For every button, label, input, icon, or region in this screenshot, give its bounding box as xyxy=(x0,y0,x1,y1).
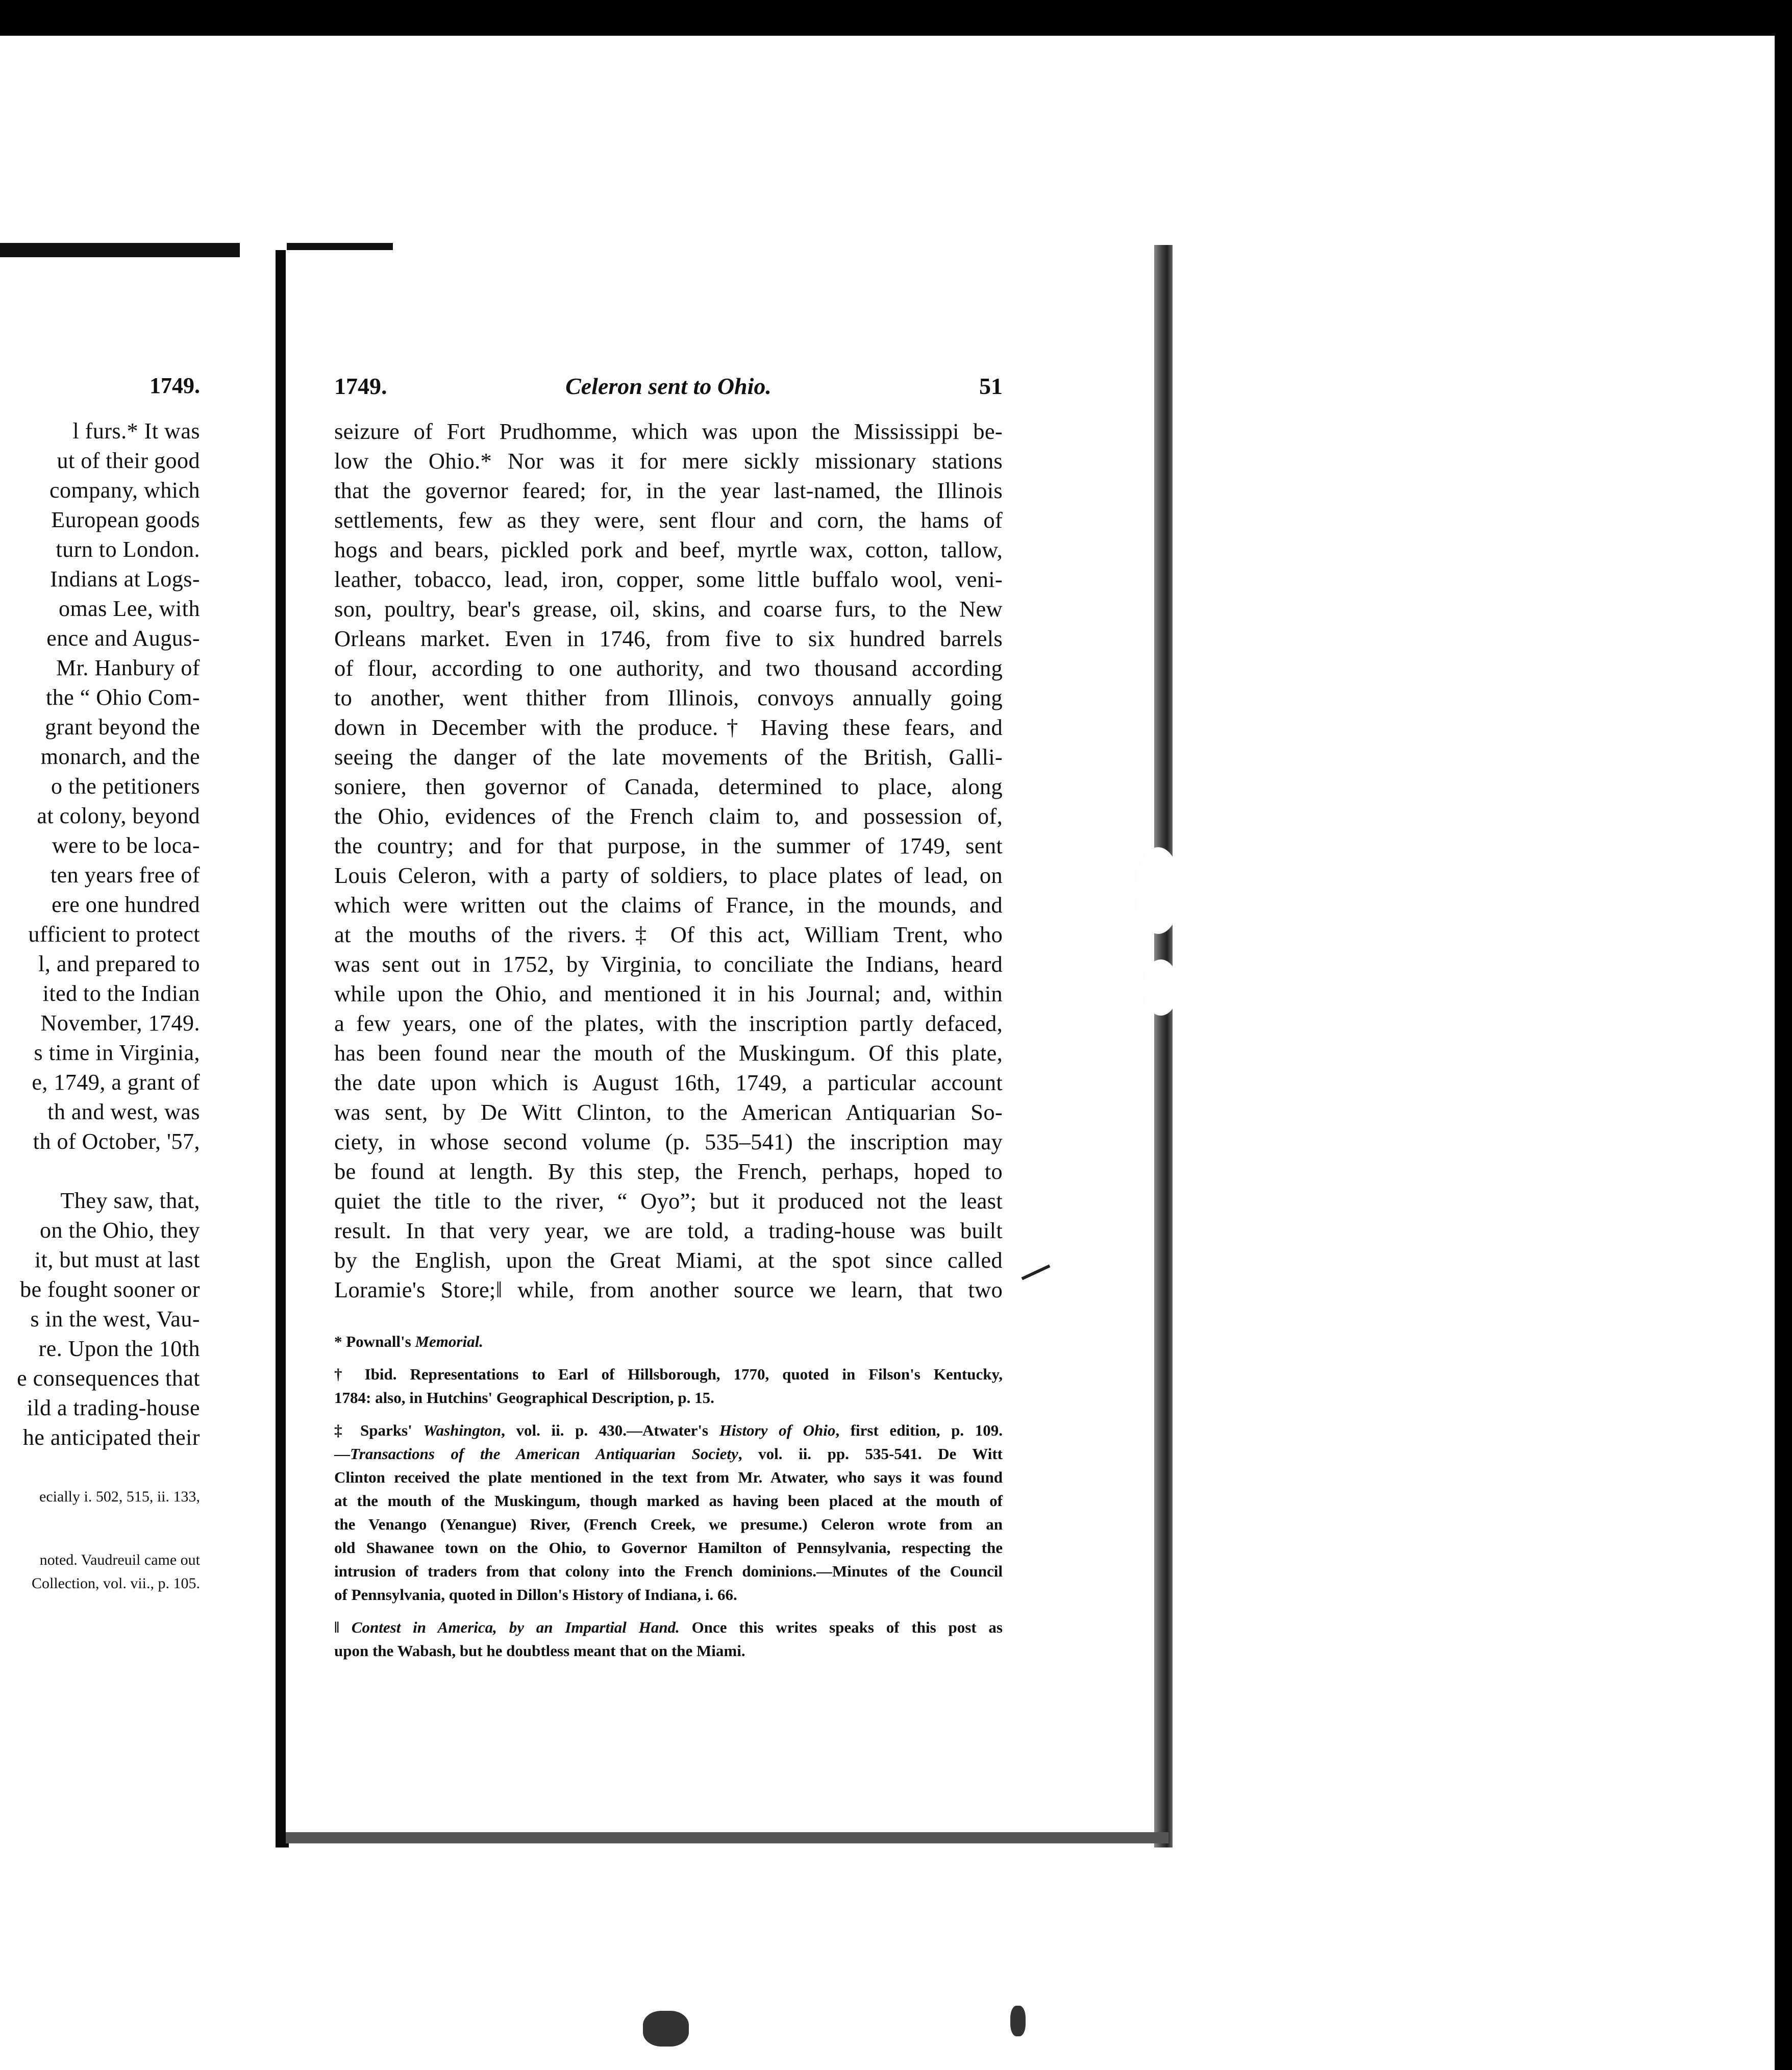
scan-blemish xyxy=(1143,959,1179,1016)
left-body-line: be fought sooner or xyxy=(20,1277,200,1302)
footnote-4-text: Once this writes speaks of this post as xyxy=(679,1618,1003,1636)
left-page-fragment xyxy=(0,250,245,1832)
left-note-line: ecially i. 502, 515, ii. 133, xyxy=(39,1488,200,1505)
scan-blemish xyxy=(643,2011,689,2047)
left-body-line: he anticipated their xyxy=(22,1425,200,1450)
left-body-line: it, but must at last xyxy=(34,1247,200,1272)
body-line: soniere, then governor of Canada, determined to place, along xyxy=(334,774,1003,799)
left-body-line: European goods xyxy=(51,507,200,532)
left-body-line: ere one hundred xyxy=(52,892,200,917)
footnote-2-line: † Ibid. Representations to Earl of Hillsborough, 1770, quoted in Filson's Kentucky, xyxy=(334,1365,1003,1383)
left-body-line: e, 1749, a grant of xyxy=(32,1070,200,1095)
footnote-1 xyxy=(334,1330,1003,1353)
running-head-title: Celeron sent to Ohio. xyxy=(565,373,771,399)
footnote-3-text: , first edition, p. 109. xyxy=(835,1421,1003,1439)
left-body-line: November, 1749. xyxy=(40,1011,200,1036)
left-body-line: th of October, '57, xyxy=(33,1129,200,1154)
left-body-line: ild a trading-house xyxy=(27,1395,200,1420)
left-body-line: s in the west, Vau- xyxy=(30,1307,200,1332)
scan-border-right xyxy=(1775,0,1792,2070)
left-body-line: l, and prepared to xyxy=(38,951,200,976)
left-body-line: company, which xyxy=(49,478,200,503)
body-line: that the governor feared; for, in the year last-named, the Illinois xyxy=(334,478,1003,503)
body-line: Orleans market. Even in 1746, from five to six hundred barrels xyxy=(334,626,1003,651)
left-body-line: monarch, and the xyxy=(40,744,200,769)
left-body-line: turn to London. xyxy=(56,537,200,562)
left-body-line: They saw, that, xyxy=(60,1188,200,1213)
footnote-3-line: Clinton received the plate mentioned in the text from Mr. Atwater, who says it was found xyxy=(334,1468,1003,1486)
left-body-line: grant beyond the xyxy=(45,714,200,740)
footnote-3-text: , vol. ii. p. 430.—Atwater's xyxy=(501,1421,719,1439)
left-note-line: Collection, vol. vii., p. 105. xyxy=(32,1575,200,1592)
body-line: which were written out the claims of France, in the mounds, and xyxy=(334,892,1003,918)
left-body-line: ence and Augus- xyxy=(46,626,200,651)
footnote-3-line: intrusion of traders from that colony into the French dominions.—Minutes of the Council xyxy=(334,1562,1003,1580)
scan-blemish xyxy=(1135,847,1181,934)
footnote-3-text: , vol. ii. pp. 535-541. De Witt xyxy=(738,1445,1003,1463)
body-line: of flour, according to one authority, and two thousand according xyxy=(334,655,1003,681)
left-body-line: e consequences that xyxy=(17,1366,200,1391)
running-head-year: 1749. xyxy=(334,373,387,399)
footnote-3-line: of Pennsylvania, quoted in Dillon's History of Indiana, i. 66. xyxy=(334,1586,737,1604)
left-body-line: ited to the Indian xyxy=(42,981,200,1006)
body-line: be found at length. By this step, the French, perhaps, hoped to xyxy=(334,1159,1003,1184)
left-body-line: the “ Ohio Com- xyxy=(45,685,200,710)
body-line: leather, tobacco, lead, iron, copper, some little buffalo wool, veni- xyxy=(334,566,1003,592)
footnote-4-text: ‖ xyxy=(334,1618,352,1636)
body-line: Louis Celeron, with a party of soldiers, to place plates of lead, on xyxy=(334,862,1003,888)
left-body-line xyxy=(0,1156,200,1186)
running-head xyxy=(334,373,1003,403)
body-line: down in December with the produce.† Having these fears, and xyxy=(334,714,1003,740)
body-line: seeing the danger of the late movements of the British, Galli- xyxy=(334,744,1003,770)
footnote-3-line xyxy=(334,1442,1003,1466)
body-line: settlements, few as they were, sent flour and corn, the hams of xyxy=(334,507,1003,533)
right-page-fore-edge xyxy=(1154,245,1173,1847)
left-body-line: o the petitioners xyxy=(51,774,200,799)
body-line: seizure of Fort Prudhomme, which was upon the Mississippi be- xyxy=(334,418,1003,444)
body-line: while upon the Ohio, and mentioned it in his Journal; and, within xyxy=(334,981,1003,1006)
body-line: son, poultry, bear's grease, oil, skins, and coarse furs, to the New xyxy=(334,596,1003,622)
left-body-line: Indians at Logs- xyxy=(50,566,200,592)
footnote-4-italic: Contest in America, by an Impartial Hand. xyxy=(351,1618,680,1636)
scan-blemish xyxy=(1010,2006,1026,2036)
left-body-line: were to be loca- xyxy=(52,833,200,858)
left-body-line: on the Ohio, they xyxy=(39,1218,200,1243)
footnote-3-italic: Transactions of the American Antiquarian Society xyxy=(350,1445,738,1463)
body-line: at the mouths of the rivers.‡ Of this act, William Trent, who xyxy=(334,922,1003,947)
footnote-3-line: the Venango (Yenangue) River, (French Creek, we presume.) Celeron wrote from an xyxy=(334,1515,1003,1533)
footnote-3-text: — xyxy=(334,1445,350,1463)
body-line: was sent, by De Witt Clinton, to the American Antiquarian So- xyxy=(334,1099,1003,1125)
body-line: by the English, upon the Great Miami, at the spot since called xyxy=(334,1247,1003,1273)
page-number: 51 xyxy=(979,373,1003,399)
left-body-line: ut of their good xyxy=(57,448,200,473)
left-body-line: at colony, beyond xyxy=(37,803,200,828)
body-line: result. In that very year, we are told, a trading-house was built xyxy=(334,1218,1003,1243)
footnote-2-line: 1784: also, in Hutchins' Geographical Description, p. 15. xyxy=(334,1389,714,1407)
body-line: the date upon which is August 16th, 1749, a particular account xyxy=(334,1070,1003,1095)
footnote-4-line: upon the Wabash, but he doubtless meant that on the Miami. xyxy=(334,1642,745,1660)
footnote-3-italic: History of Ohio xyxy=(719,1421,836,1439)
footnotes xyxy=(334,1330,1003,1663)
left-body-line: omas Lee, with xyxy=(58,596,200,621)
footnote-3-line xyxy=(334,1419,1003,1442)
left-body-line: th and west, was xyxy=(47,1099,200,1124)
left-body-line: l furs.* It was xyxy=(72,418,200,443)
left-body-line: Mr. Hanbury of xyxy=(56,655,200,680)
body-line: the Ohio, evidences of the French claim to, and possession of, xyxy=(334,803,1003,829)
footnote-1-title: Memorial. xyxy=(415,1333,483,1350)
body-line: hogs and bears, pickled pork and beef, myrtle wax, cotton, tallow, xyxy=(334,537,1003,562)
footnote-3-line: at the mouth of the Muskingum, though marked as having been placed at the mouth of xyxy=(334,1492,1003,1510)
body-line: was sent out in 1752, by Virginia, to conciliate the Indians, heard xyxy=(334,951,1003,977)
footnote-3-text: ‡ Sparks' xyxy=(334,1421,424,1439)
scan-border-top xyxy=(0,0,1792,36)
right-page xyxy=(286,250,1163,1842)
body-line: ciety, in whose second volume (p. 535–541) the inscription may xyxy=(334,1129,1003,1154)
left-body-line: ufficient to protect xyxy=(28,922,200,947)
footnote-3-line: old Shawanee town on the Ohio, to Governor Hamilton of Pennsylvania, respecting the xyxy=(334,1539,1003,1557)
left-running-head-year: 1749. xyxy=(150,373,200,398)
left-page-footnotes xyxy=(0,1485,200,1595)
left-note-line: noted. Vaudreuil came out xyxy=(39,1551,200,1568)
body-line: the country; and for that purpose, in the summer of 1749, sent xyxy=(334,833,1003,858)
body-line: to another, went thither from Illinois, convoys annually going xyxy=(334,685,1003,710)
left-body-line: ten years free of xyxy=(50,862,200,888)
body-line: low the Ohio.* Nor was it for mere sickly missionary stations xyxy=(334,448,1003,474)
body-line: a few years, one of the plates, with the inscription partly defaced, xyxy=(334,1011,1003,1036)
left-body-line: s time in Virginia, xyxy=(34,1040,200,1065)
footnote-4-line xyxy=(334,1616,1003,1639)
footnote-3-italic: Washington xyxy=(423,1421,502,1439)
right-page-bottom-edge xyxy=(286,1832,1168,1843)
left-page-body xyxy=(0,416,200,1452)
footnote-1-mark: * Pownall's xyxy=(334,1333,415,1350)
body-line: Loramie's Store;‖ while, from another source we learn, that two xyxy=(334,1277,1003,1302)
body-line: quiet the title to the river, “ Oyo”; but it produced not the least xyxy=(334,1188,1003,1214)
left-body-line: re. Upon the 10th xyxy=(38,1336,200,1361)
body-line: has been found near the mouth of the Muskingum. Of this plate, xyxy=(334,1040,1003,1066)
body-text xyxy=(334,416,1003,1304)
